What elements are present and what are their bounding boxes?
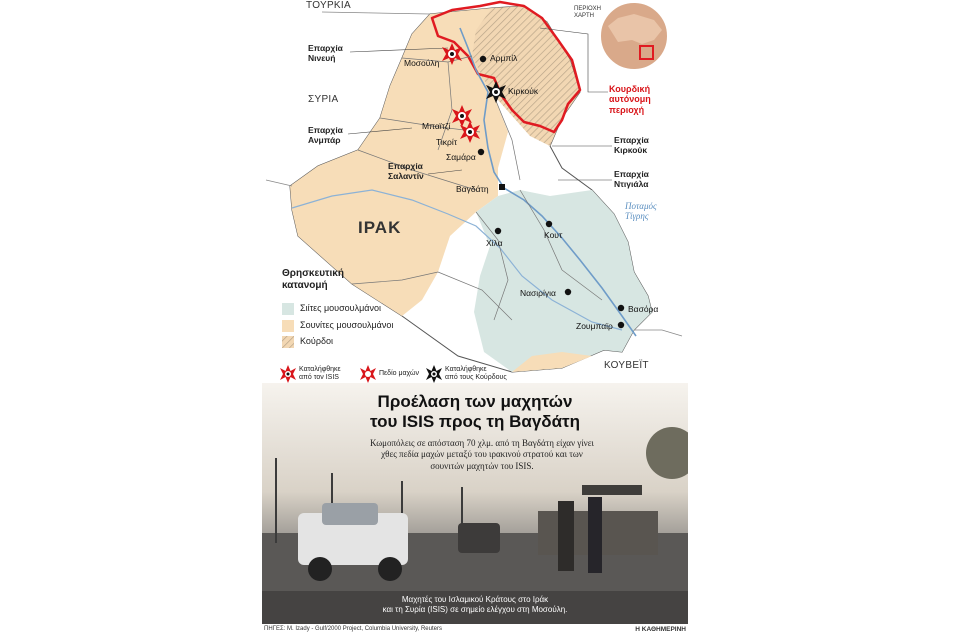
city-kut: Κουτ (544, 230, 563, 240)
sources: ΠΗΓΕΣ: M. Izady - Gulf/2000 Project, Columbia University, Reuters (264, 626, 442, 632)
legend-isis-marker (280, 365, 296, 383)
infographic-panel (262, 0, 688, 638)
city-tikrit: Τικρίτ (436, 137, 458, 147)
legend-captured-kurds-label: Καταλήφθηκε από τους Κούρδους (445, 366, 507, 381)
erbil-dot (480, 56, 486, 62)
legend-kurds-marker (426, 365, 442, 383)
baghdad-dot (499, 184, 505, 190)
legend-sunni-swatch (282, 320, 294, 332)
province-nineveh: Επαρχία Νινευή (308, 43, 343, 63)
legend-captured-isis-label: Καταλήφθηκε από τον ISIS (299, 366, 341, 381)
inset-label: ΠΕΡΙΟΧΗ ΧΑΡΤΗ (574, 6, 602, 19)
province-anbar: Επαρχία Ανμπάρ (308, 125, 343, 145)
legend-title: Θρησκευτική κατανομή (282, 268, 344, 291)
city-nasiriyah: Νασιρίγια (520, 288, 556, 298)
legend-shia-label: Σιίτες μουσουλμάνοι (300, 303, 381, 313)
legend-kurds-swatch (282, 336, 294, 348)
country-syria: ΣΥΡΙΑ (308, 94, 339, 105)
samarra-dot (478, 149, 484, 155)
inset-globe (600, 2, 668, 70)
country-iraq: ΙΡΑΚ (358, 218, 402, 237)
basra-dot (618, 305, 624, 311)
photo-caption: Μαχητές του Ισλαμικού Κράτους στο Ιράκ και τη Συρία (ISIS) σε σημείο ελέγχου στη Μοσούλη. (382, 595, 568, 614)
city-baiji: Μπαϊτζί (422, 121, 451, 131)
city-mosul: Μοσούλη (404, 58, 440, 68)
hilla-dot (495, 228, 501, 234)
nasiriyah-dot (565, 289, 571, 295)
city-zubair: Ζουμπαϊρ (576, 321, 613, 331)
legend-battle-marker (360, 365, 376, 383)
kut-dot (546, 221, 552, 227)
headline: Προέλαση των μαχητών του ISIS προς τη Βαγδάτη (369, 392, 581, 431)
legend-shia-swatch (282, 303, 294, 315)
city-samarra: Σαμάρα (446, 152, 476, 162)
legend-battlefield-label: Πεδίο μαχών (379, 370, 419, 377)
legend-sunni-label: Σουνίτες μουσουλμάνοι (300, 320, 394, 330)
brand-logo: Η ΚΑΘΗΜΕΡΙΝΗ (635, 626, 686, 633)
city-hilla: Χίλα (486, 238, 503, 248)
country-turkey: ΤΟΥΡΚΙΑ (306, 0, 351, 11)
province-diyala: Επαρχία Ντιγιάλα (614, 169, 649, 189)
province-kirkuk: Επαρχία Κιρκούκ (614, 135, 649, 155)
zubair-dot (618, 322, 624, 328)
city-baghdad: Βαγδάτη (456, 184, 489, 194)
legend-kurds-label: Κούρδοι (300, 336, 333, 346)
country-kuwait: ΚΟΥΒΕΪΤ (604, 360, 649, 371)
kurdish-region-label: Κουρδική αυτόνομη περιοχή (609, 84, 651, 115)
river-label: Ποταμός Τίγρης (625, 201, 657, 221)
city-basra: Βασόρα (628, 304, 659, 314)
city-erbil: Αρμπίλ (490, 53, 518, 63)
city-kirkuk: Κιρκούκ (508, 86, 539, 96)
subheadline: Κωμοπόλεις σε απόσταση 70 χλμ. από τη Βαγδάτη είχαν γίνει χθες πεδία μαχών μεταξύ του ιρακινού στρατού και των σουνιτών μαχητών του ISIS. (370, 438, 594, 471)
province-salahuddin: Επαρχία Σαλαντίν (388, 161, 424, 181)
